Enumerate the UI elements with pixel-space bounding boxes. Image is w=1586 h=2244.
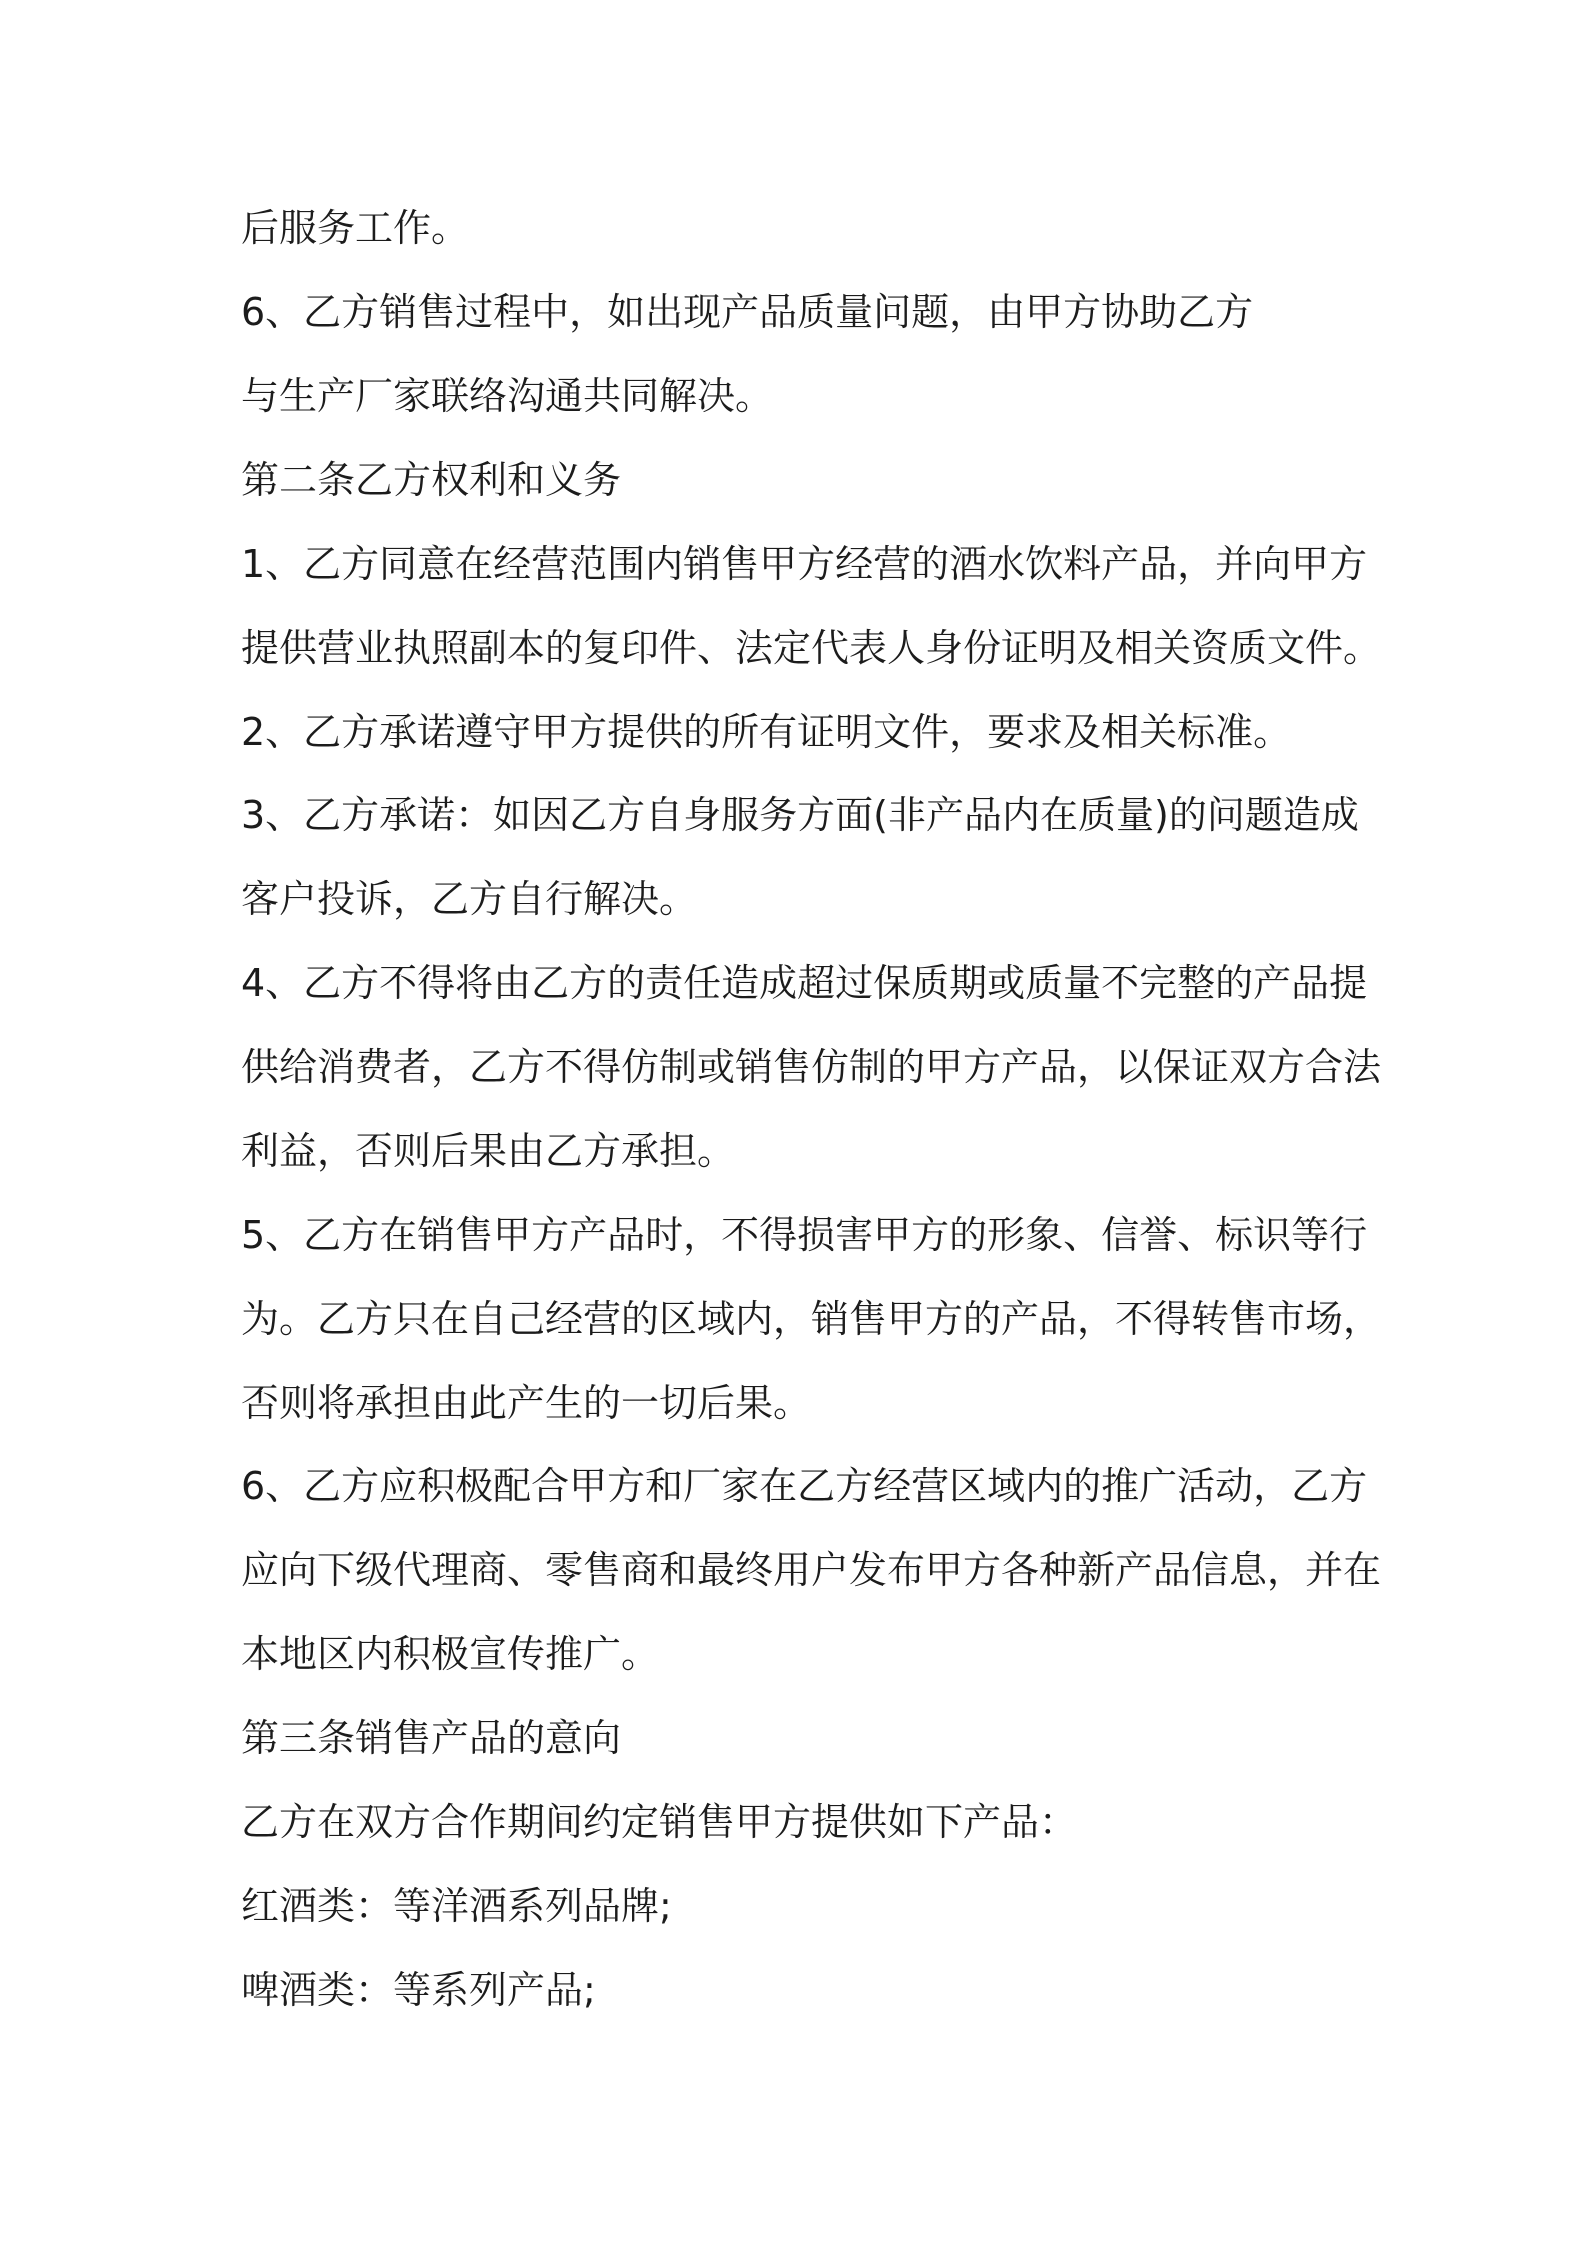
- text-line: 6、乙方销售过程中，如出现产品质量问题，由甲方协助乙方: [241, 290, 1254, 334]
- section-heading: 第二条乙方权利和义务: [241, 458, 622, 502]
- text-line: 客户投诉，乙方自行解决。: [241, 877, 698, 921]
- text-line: 本地区内积极宣传推广。: [241, 1632, 660, 1676]
- text-line: 4、乙方不得将由乙方的责任造成超过保质期或质量不完整的产品提: [241, 961, 1368, 1005]
- text-line: 啤酒类：等系列产品;: [241, 1968, 596, 2012]
- text-line: 应向下级代理商、零售商和最终用户发布甲方各种新产品信息，并在: [241, 1548, 1382, 1592]
- text-line: 红酒类：等洋酒系列品牌;: [241, 1884, 672, 1928]
- text-line: 乙方在双方合作期间约定销售甲方提供如下产品：: [241, 1800, 1078, 1844]
- text-line: 3、乙方承诺：如因乙方自身服务方面(非产品内在质量)的问题造成: [241, 793, 1359, 837]
- text-line: 5、乙方在销售甲方产品时，不得损害甲方的形象、信誉、标识等行: [241, 1213, 1368, 1257]
- text-line: 与生产厂家联络沟通共同解决。: [241, 374, 774, 418]
- text-line: 1、乙方同意在经营范围内销售甲方经营的酒水饮料产品，并向甲方: [241, 542, 1368, 586]
- text-line: 为。乙方只在自己经营的区域内，销售甲方的产品，不得转售市场，: [241, 1297, 1382, 1341]
- text-line: 供给消费者，乙方不得仿制或销售仿制的甲方产品，以保证双方合法: [241, 1045, 1382, 1089]
- section-heading: 第三条销售产品的意向: [241, 1716, 622, 1760]
- text-line: 2、乙方承诺遵守甲方提供的所有证明文件，要求及相关标准。: [241, 710, 1292, 754]
- text-line: 后服务工作。: [241, 206, 470, 250]
- text-line: 利益，否则后果由乙方承担。: [241, 1129, 736, 1173]
- text-line: 6、乙方应积极配合甲方和厂家在乙方经营区域内的推广活动，乙方: [241, 1464, 1368, 1508]
- text-line: 提供营业执照副本的复印件、法定代表人身份证明及相关资质文件。: [241, 626, 1382, 670]
- text-line: 否则将承担由此产生的一切后果。: [241, 1381, 812, 1425]
